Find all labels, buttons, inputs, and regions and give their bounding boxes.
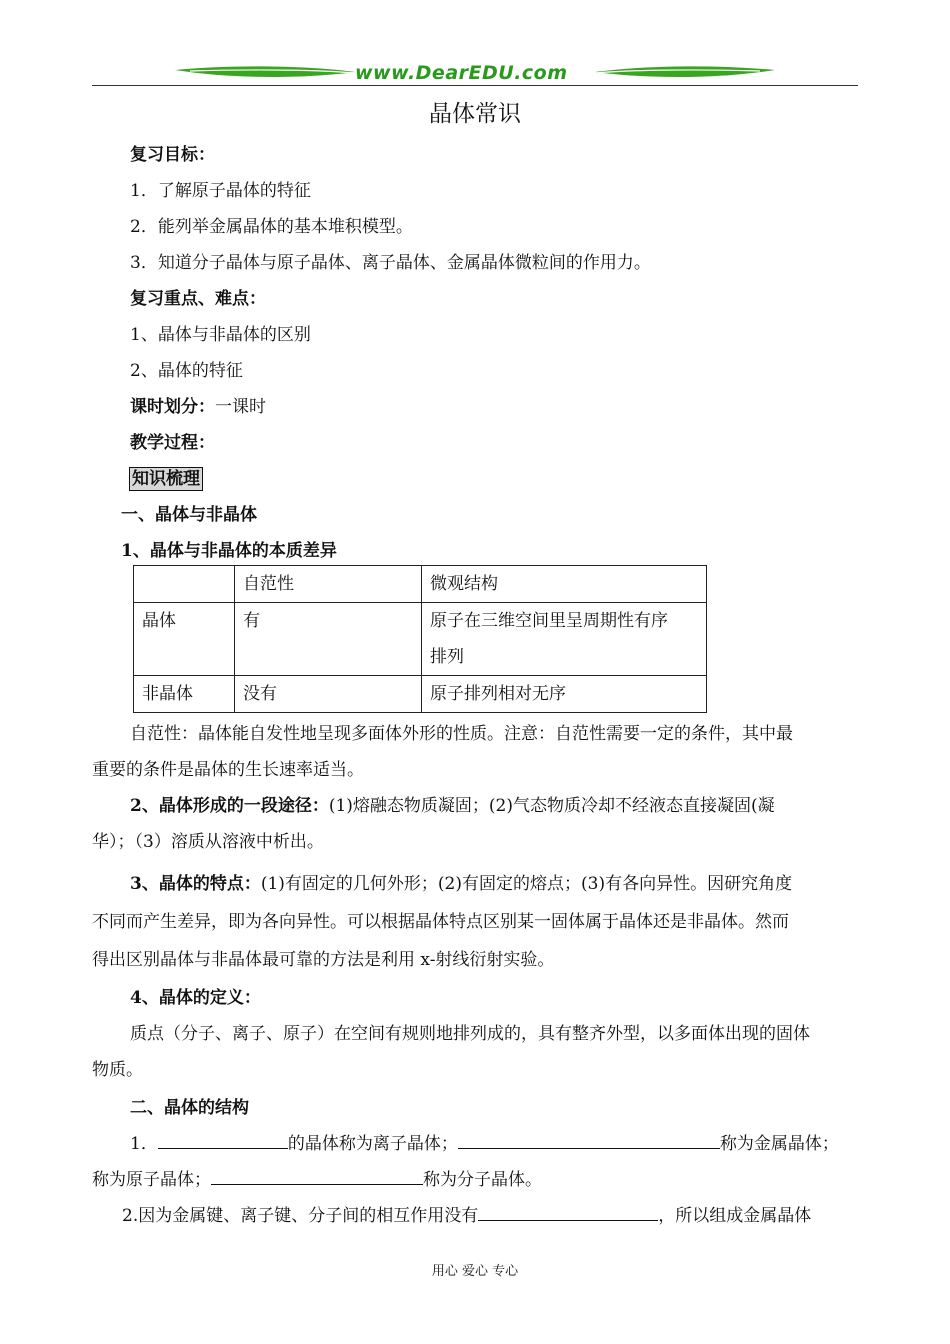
q1-line	[92, 1162, 542, 1198]
fill-blank[interactable]	[458, 1130, 720, 1149]
table-cell: 非晶体	[134, 676, 235, 713]
q2-line	[122, 1198, 811, 1234]
q1-text: 称为原子晶体；	[92, 1170, 211, 1190]
table-row	[134, 603, 707, 676]
sub2-text: (1)熔融态物质凝固；(2)气态物质冷却不经液态直接凝固(凝	[328, 796, 775, 816]
table-header-row	[134, 566, 707, 603]
page-footer: 用心 爱心 专心	[431, 1264, 519, 1279]
fill-blank[interactable]	[158, 1130, 288, 1149]
sub3-text: (1)有固定的几何外形；(2)有固定的熔点；(3)有各向异性。因研究角度	[260, 874, 793, 894]
schedule-label: 课时划分：	[130, 397, 215, 417]
q1-prefix: 1．	[130, 1134, 158, 1154]
section1-heading: 一、晶体与非晶体	[121, 505, 257, 525]
sub4-line: 物质。	[92, 1060, 143, 1080]
schedule-value: 一课时	[215, 397, 266, 417]
table-cell: 原子排列相对无序	[422, 676, 707, 713]
review-goal-item: 1．了解原子晶体的特征	[130, 181, 311, 201]
table-cell	[134, 566, 235, 603]
review-goals-heading: 复习目标：	[130, 145, 215, 165]
comparison-table	[133, 565, 707, 713]
key-point-item: 2、晶体的特征	[130, 361, 243, 381]
sub2-line: 华）；（3）溶质从溶液中析出。	[92, 832, 324, 852]
table-header-cell: 自范性	[235, 566, 422, 603]
table-cell-line: 排列	[430, 647, 464, 667]
sub3-line	[130, 866, 792, 902]
table-row	[134, 676, 707, 713]
self-form-line: 重要的条件是晶体的生长速率适当。	[92, 760, 364, 780]
section2-heading: 二、晶体的结构	[130, 1098, 249, 1118]
table-cell: 没有	[235, 676, 422, 713]
table-header-cell: 微观结构	[422, 566, 707, 603]
key-point-item: 1、晶体与非晶体的区别	[130, 325, 311, 345]
table-cell: 晶体	[134, 603, 235, 676]
self-form-line: 自范性：晶体能自发性地呈现多面体外形的性质。注意：自范性需要一定的条件，其中最	[130, 724, 793, 744]
sub2-label: 2、晶体形成的一段途径：	[130, 796, 329, 816]
q1-text: 称为分子晶体。	[423, 1170, 542, 1190]
q1-line	[130, 1126, 839, 1162]
schedule-line	[130, 389, 266, 425]
sub4-line: 质点（分子、离子、原子）在空间有规则地排列成的，具有整齐外型，以多面体出现的固体	[130, 1024, 810, 1044]
fill-blank[interactable]	[211, 1166, 423, 1185]
fill-blank[interactable]	[478, 1202, 658, 1221]
logo-text: www.DearEDU.com	[355, 62, 568, 84]
review-goal-item: 2．能列举金属晶体的基本堆积模型。	[130, 217, 413, 237]
sub3-label: 3、晶体的特点：	[130, 874, 261, 894]
table-cell	[422, 603, 707, 676]
review-goal-item: 3．知道分子晶体与原子晶体、离子晶体、金属晶体微粒间的作用力。	[130, 253, 651, 273]
table-cell: 有	[235, 603, 422, 676]
knowledge-box-line	[129, 461, 203, 497]
q2-text: 2.因为金属键、离子键、分子间的相互作用没有	[122, 1206, 479, 1226]
q1-text: 称为金属晶体；	[719, 1134, 839, 1154]
table-cell-line: 原子在三维空间里呈周期性有序	[430, 611, 668, 631]
sub2-line	[130, 788, 775, 824]
sub4-label: 4、晶体的定义：	[130, 988, 261, 1008]
process-heading: 教学过程：	[130, 433, 215, 453]
key-points-heading: 复习重点、难点：	[130, 289, 266, 309]
section1-sub1: 1、晶体与非晶体的本质差异	[121, 541, 337, 561]
sub3-line: 不同而产生差异，即为各向异性。可以根据晶体特点区别某一固体属于晶体还是非晶体。然而	[92, 912, 789, 932]
header-rule	[92, 85, 858, 86]
q2-tail: ，所以组成金属晶体	[658, 1206, 812, 1226]
sub3-line: 得出区别晶体与非晶体最可靠的方法是利用 x-射线衍射实验。	[92, 950, 555, 970]
page-title: 晶体常识	[429, 101, 521, 127]
knowledge-box: 知识梳理	[129, 467, 203, 491]
q1-text: 的晶体称为离子晶体；	[287, 1134, 458, 1154]
